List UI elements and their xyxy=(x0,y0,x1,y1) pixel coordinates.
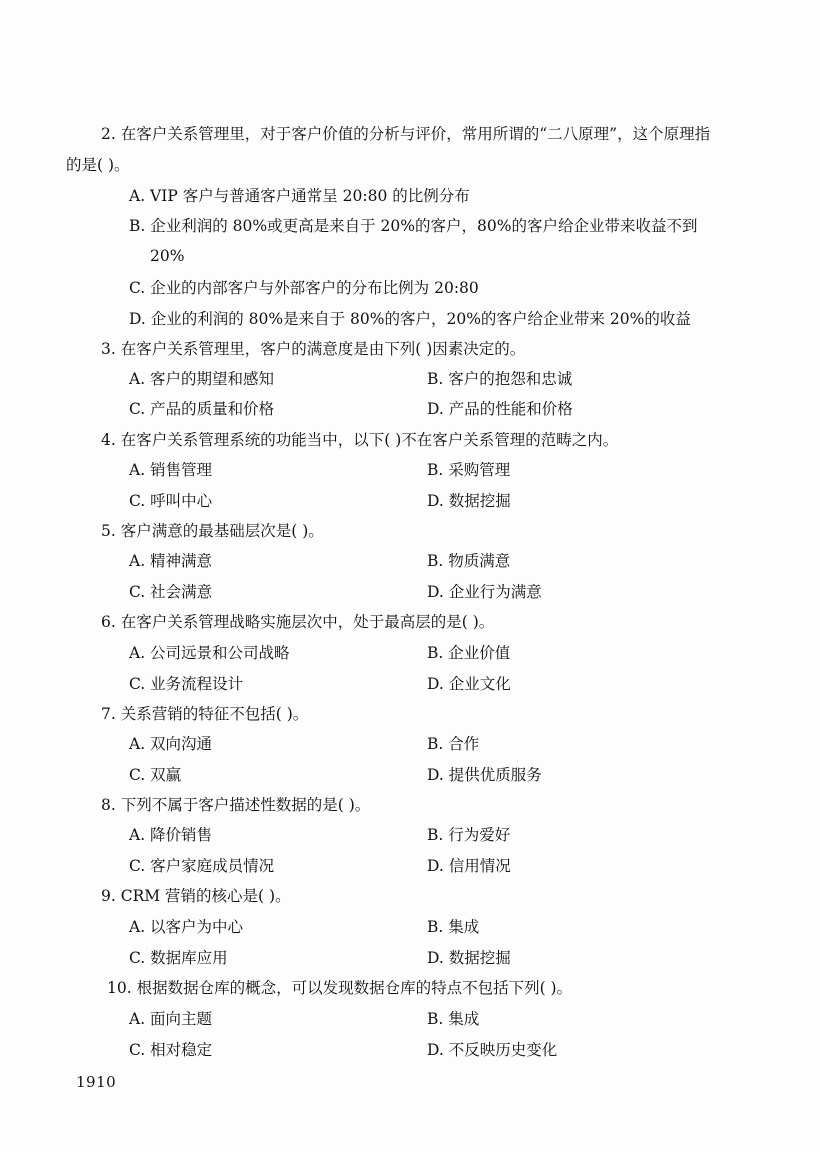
question-10-option-b: B. 集成 xyxy=(427,1010,480,1028)
question-5-option-d: D. 企业行为满意 xyxy=(427,583,542,601)
question-3-option-c: C. 产品的质量和价格 xyxy=(129,400,275,418)
question-2-option-a: A. VIP 客户与普通客户通常呈 20:80 的比例分布 xyxy=(129,187,470,205)
question-7-option-d: D. 提供优质服务 xyxy=(427,766,542,784)
question-4-option-d: D. 数据挖掘 xyxy=(427,492,511,510)
question-2-stem: 2. 在客户关系管理里，对于客户价值的分析与评价，常用所谓的“二八原理”，这个原理指 xyxy=(101,125,711,143)
question-7-stem: 7. 关系营销的特征不包括( )。 xyxy=(101,705,309,723)
question-8-option-a: A. 降价销售 xyxy=(129,826,213,844)
question-6-option-b: B. 企业价值 xyxy=(427,644,511,662)
question-4-option-b: B. 采购管理 xyxy=(427,461,511,479)
question-9-option-d: D. 数据挖掘 xyxy=(427,949,511,967)
page-number: 1910 xyxy=(76,1073,117,1091)
question-4-option-c: C. 呼叫中心 xyxy=(129,492,213,510)
question-2-option-b-continued: 20% xyxy=(150,247,185,265)
question-6-option-a: A. 公司远景和公司战略 xyxy=(129,644,290,662)
question-8-option-b: B. 行为爱好 xyxy=(427,826,511,844)
question-7-option-a: A. 双向沟通 xyxy=(129,735,213,753)
question-8-option-d: D. 信用情况 xyxy=(427,857,511,875)
question-5-stem: 5. 客户满意的最基础层次是( )。 xyxy=(101,522,324,540)
question-2-option-d: D. 企业的利润的 80%是来自于 80%的客户，20%的客户给企业带来 20%的收益 xyxy=(129,310,691,328)
question-10-stem: 10. 根据数据仓库的概念，可以发现数据仓库的特点不包括下列( )。 xyxy=(107,979,573,997)
question-10-option-c: C. 相对稳定 xyxy=(129,1041,213,1059)
question-6-option-c: C. 业务流程设计 xyxy=(129,675,244,693)
question-2-option-b: B. 企业利润的 80%或更高是来自于 20%的客户，80%的客户给企业带来收益不到 xyxy=(129,217,698,235)
question-7-option-b: B. 合作 xyxy=(427,735,480,753)
question-5-option-a: A. 精神满意 xyxy=(129,552,213,570)
question-4-stem: 4. 在客户关系管理系统的功能当中，以下( )不在客户关系管理的范畴之内。 xyxy=(101,431,619,449)
question-8-stem: 8. 下列不属于客户描述性数据的是( )。 xyxy=(101,796,371,814)
question-3-option-b: B. 客户的抱怨和忠诚 xyxy=(427,370,573,388)
question-2-stem-continued: 的是( )。 xyxy=(66,156,130,174)
question-3-option-a: A. 客户的期望和感知 xyxy=(129,370,275,388)
question-9-option-a: A. 以客户为中心 xyxy=(129,918,244,936)
question-7-option-c: C. 双赢 xyxy=(129,766,182,784)
question-9-option-c: C. 数据库应用 xyxy=(129,949,228,967)
question-8-option-c: C. 客户家庭成员情况 xyxy=(129,857,275,875)
question-9-option-b: B. 集成 xyxy=(427,918,480,936)
question-9-stem: 9. CRM 营销的核心是( )。 xyxy=(101,887,291,905)
question-10-option-d: D. 不反映历史变化 xyxy=(427,1041,558,1059)
question-3-stem: 3. 在客户关系管理里，客户的满意度是由下列( )因素决定的。 xyxy=(101,340,526,358)
question-4-option-a: A. 销售管理 xyxy=(129,461,213,479)
question-10-option-a: A. 面向主题 xyxy=(129,1010,213,1028)
question-2-option-c: C. 企业的内部客户与外部客户的分布比例为 20:80 xyxy=(129,279,479,297)
question-3-option-d: D. 产品的性能和价格 xyxy=(427,400,573,418)
question-6-stem: 6. 在客户关系管理战略实施层次中，处于最高层的是( )。 xyxy=(101,613,495,631)
question-5-option-c: C. 社会满意 xyxy=(129,583,213,601)
question-5-option-b: B. 物质满意 xyxy=(427,552,511,570)
question-6-option-d: D. 企业文化 xyxy=(427,675,511,693)
